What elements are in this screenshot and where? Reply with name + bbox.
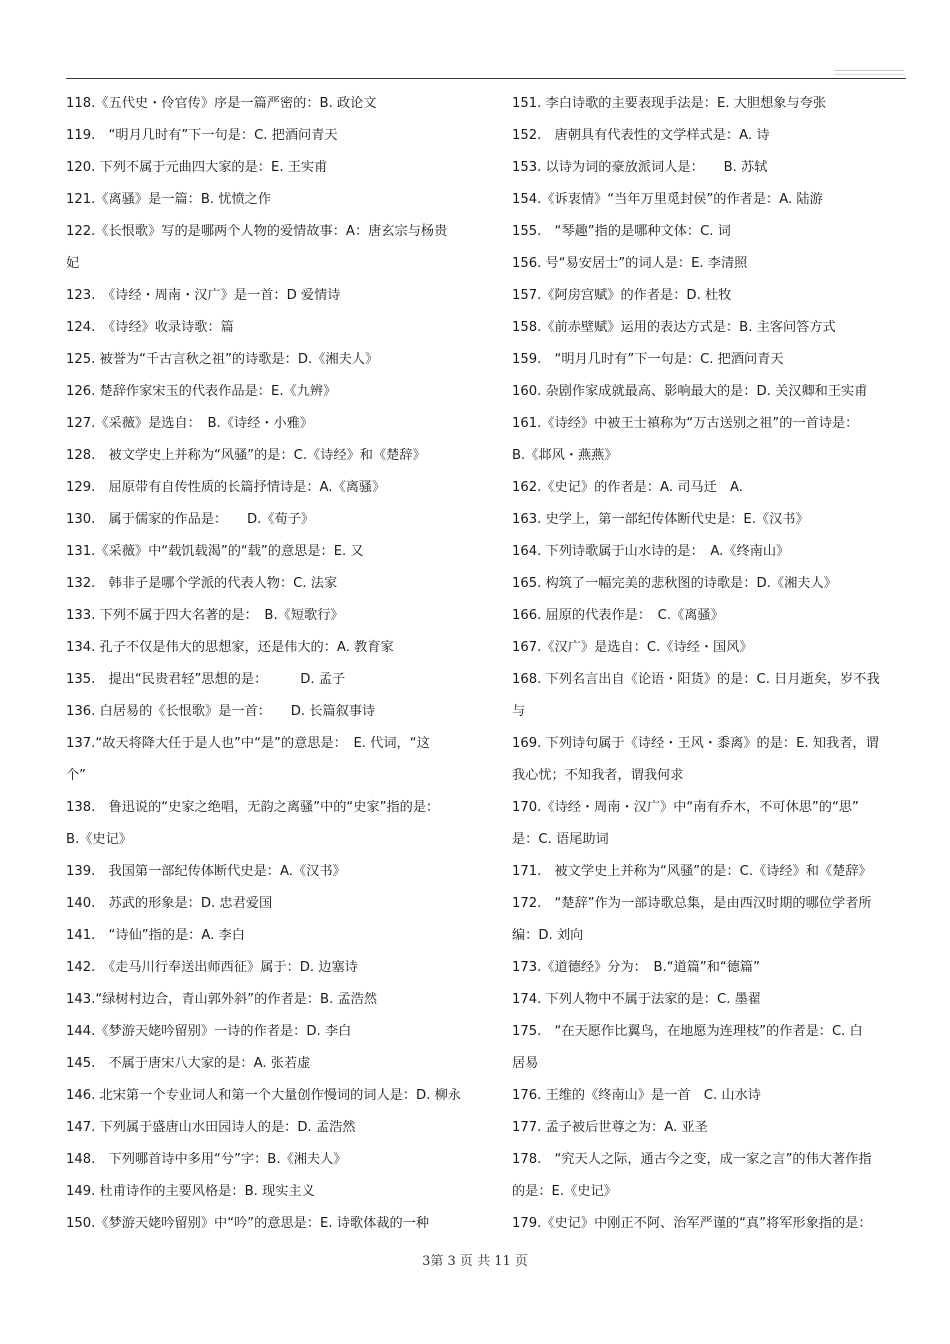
question-line: 131.《采薇》中“载饥载渴”的“载”的意思是：E. 又 [66, 544, 364, 559]
question-line: 148. 下列哪首诗中多用“兮”字：B.《湘夫人》 [66, 1152, 347, 1167]
question-line: 178. “究天人之际，通古今之变，成一家之言”的伟大著作指 [512, 1152, 872, 1167]
question-line: B.《邶风・燕燕》 [512, 448, 618, 463]
question-line: 133. 下列不属于四大名著的是： B.《短歌行》 [66, 608, 344, 623]
question-line: 146. 北宋第一个专业词人和第一个大量创作慢词的词人是：D. 柳永 [66, 1088, 461, 1103]
question-line: 个” [66, 768, 87, 783]
question-line: 118.《五代史・伶官传》序是一篇严密的：B. 政论文 [66, 96, 377, 111]
question-line: 142. 《走马川行奉送出师西征》属于：D. 边塞诗 [66, 960, 358, 975]
question-line: 157.《阿房宫赋》的作者是：D. 杜牧 [512, 288, 732, 303]
question-line: 136. 白居易的《长恨歌》是一首： D. 长篇叙事诗 [66, 704, 376, 719]
question-line: 159. “明月几时有”下一句是：C. 把酒问青天 [512, 352, 784, 367]
question-line: 156. 号“易安居士”的词人是：E. 李清照 [512, 256, 748, 271]
question-line: 132. 韩非子是哪个学派的代表人物：C. 法家 [66, 576, 338, 591]
question-line: 140. 苏武的形象是：D. 忠君爱国 [66, 896, 273, 911]
question-line: 125. 被誉为“千古言秋之祖”的诗歌是：D.《湘夫人》 [66, 352, 379, 367]
question-line: 166. 屈原的代表作是： C.《离骚》 [512, 608, 724, 623]
question-line: 127.《采薇》是选自： B.《诗经・小雅》 [66, 416, 314, 431]
question-line: 144.《梦游天姥吟留别》一诗的作者是：D. 李白 [66, 1024, 352, 1039]
question-line: 162.《史记》的作者是：A. 司马迁 A. [512, 480, 743, 495]
question-line: 152. 唐朝具有代表性的文学样式是：A. 诗 [512, 128, 770, 143]
header-rule [66, 78, 906, 79]
question-line: 177. 孟子被后世尊之为：A. 亚圣 [512, 1120, 708, 1135]
right-column [512, 88, 908, 1240]
question-line: 137.“故天将降大任于是人也”中“是”的意思是： E. 代词，“这 [66, 736, 430, 751]
question-line: 173.《道德经》分为： B.“道篇”和“德篇” [512, 960, 760, 975]
question-line: 170.《诗经・周南・汉广》中“南有乔木，不可休思”的“思” [512, 800, 859, 815]
question-line: 129. 屈原带有自传性质的长篇抒情诗是：A.《离骚》 [66, 480, 386, 495]
question-line: 179.《史记》中刚正不阿、治军严谨的“真”将军形象指的是： [512, 1216, 872, 1231]
question-line: 143.“绿树村边合，青山郭外斜”的作者是：B. 孟浩然 [66, 992, 378, 1007]
question-line: 的是：E.《史记》 [512, 1184, 617, 1199]
question-line: 妃 [66, 256, 80, 271]
question-line: 154.《诉衷情》“当年万里觅封侯”的作者是：A. 陆游 [512, 192, 823, 207]
question-line: 164. 下列诗歌属于山水诗的是： A.《终南山》 [512, 544, 790, 559]
question-line: 我心忧；不知我者，谓我何求 [512, 768, 684, 783]
question-line: 是：C. 语尾助词 [512, 832, 609, 847]
question-line: 161.《诗经》中被王士禛称为“万古送别之祖”的一首诗是： [512, 416, 859, 431]
question-line: 145. 不属于唐宋八大家的是：A. 张若虚 [66, 1056, 311, 1071]
question-line: 141. “诗仙”指的是：A. 李白 [66, 928, 245, 943]
question-line: 169. 下列诗句属于《诗经・王风・黍离》的是：E. 知我者，谓 [512, 736, 879, 751]
question-line: 134. 孔子不仅是伟大的思想家，还是伟大的：A. 教育家 [66, 640, 394, 655]
question-line: 124. 《诗经》收录诗歌：篇 [66, 320, 234, 335]
question-line: 160. 杂剧作家成就最高、影响最大的是：D. 关汉卿和王实甫 [512, 384, 868, 399]
question-line: 172. “楚辞”作为一部诗歌总集，是由西汉时期的哪位学者所 [512, 896, 872, 911]
corner-mark [834, 70, 904, 71]
question-line: 120. 下列不属于元曲四大家的是：E. 王实甫 [66, 160, 328, 175]
question-line: 居易 [512, 1056, 539, 1071]
question-line: 175. “在天愿作比翼鸟，在地愿为连理枝”的作者是：C. 白 [512, 1024, 863, 1039]
question-line: 165. 构筑了一幅完美的悲秋图的诗歌是：D.《湘夫人》 [512, 576, 837, 591]
question-line: 编：D. 刘向 [512, 928, 584, 943]
question-line: 151. 李白诗歌的主要表现手法是：E. 大胆想象与夸张 [512, 96, 827, 111]
question-line: 130. 属于儒家的作品是： D.《荀子》 [66, 512, 315, 527]
question-line: 122.《长恨歌》写的是哪两个人物的爱情故事：A：唐玄宗与杨贵 [66, 224, 448, 239]
question-line: 163. 史学上，第一部纪传体断代史是：E.《汉书》 [512, 512, 809, 527]
question-line: 150.《梦游天姥吟留别》中“吟”的意思是：E. 诗歌体裁的一种 [66, 1216, 430, 1231]
question-line: B.《史记》 [66, 832, 132, 847]
question-line: 153. 以诗为词的豪放派词人是： B. 苏轼 [512, 160, 768, 175]
question-line: 176. 王维的《终南山》是一首 C. 山水诗 [512, 1088, 761, 1103]
question-line: 119. “明月几时有”下一句是：C. 把酒问青天 [66, 128, 338, 143]
question-line: 158.《前赤壁赋》运用的表达方式是：B. 主客问答方式 [512, 320, 836, 335]
question-line: 155. “琴趣”指的是哪种文体：C. 词 [512, 224, 731, 239]
question-line: 128. 被文学史上并称为“风骚”的是：C.《诗经》和《楚辞》 [66, 448, 426, 463]
question-line: 126. 楚辞作家宋玉的代表作品是：E.《九辨》 [66, 384, 337, 399]
question-line: 171. 被文学史上并称为“风骚”的是：C.《诗经》和《楚辞》 [512, 864, 872, 879]
question-line: 174. 下列人物中不属于法家的是：C. 墨翟 [512, 992, 761, 1007]
question-line: 167.《汉广》是选自：C.《诗经・国风》 [512, 640, 753, 655]
question-line: 135. 提出“民贵君轻”思想的是： D. 孟子 [66, 672, 346, 687]
question-line: 149. 杜甫诗作的主要风格是：B. 现实主义 [66, 1184, 315, 1199]
left-column [66, 88, 486, 1240]
question-line: 147. 下列属于盛唐山水田园诗人的是：D. 孟浩然 [66, 1120, 356, 1135]
page-footer: 3第 3 页 共 11 页 [422, 1254, 528, 1269]
question-line: 168. 下列名言出自《论语・阳货》的是：C. 日月逝矣，岁不我 [512, 672, 880, 687]
question-line: 138. 鲁迅说的“史家之绝唱，无韵之离骚”中的“史家”指的是： [66, 800, 440, 815]
question-line: 139. 我国第一部纪传体断代史是：A.《汉书》 [66, 864, 346, 879]
corner-mark [834, 74, 904, 75]
question-line: 121.《离骚》是一篇：B. 忧愤之作 [66, 192, 272, 207]
question-line: 与 [512, 704, 526, 719]
question-line: 123. 《诗经・周南・汉广》是一首：D 爱情诗 [66, 288, 341, 303]
